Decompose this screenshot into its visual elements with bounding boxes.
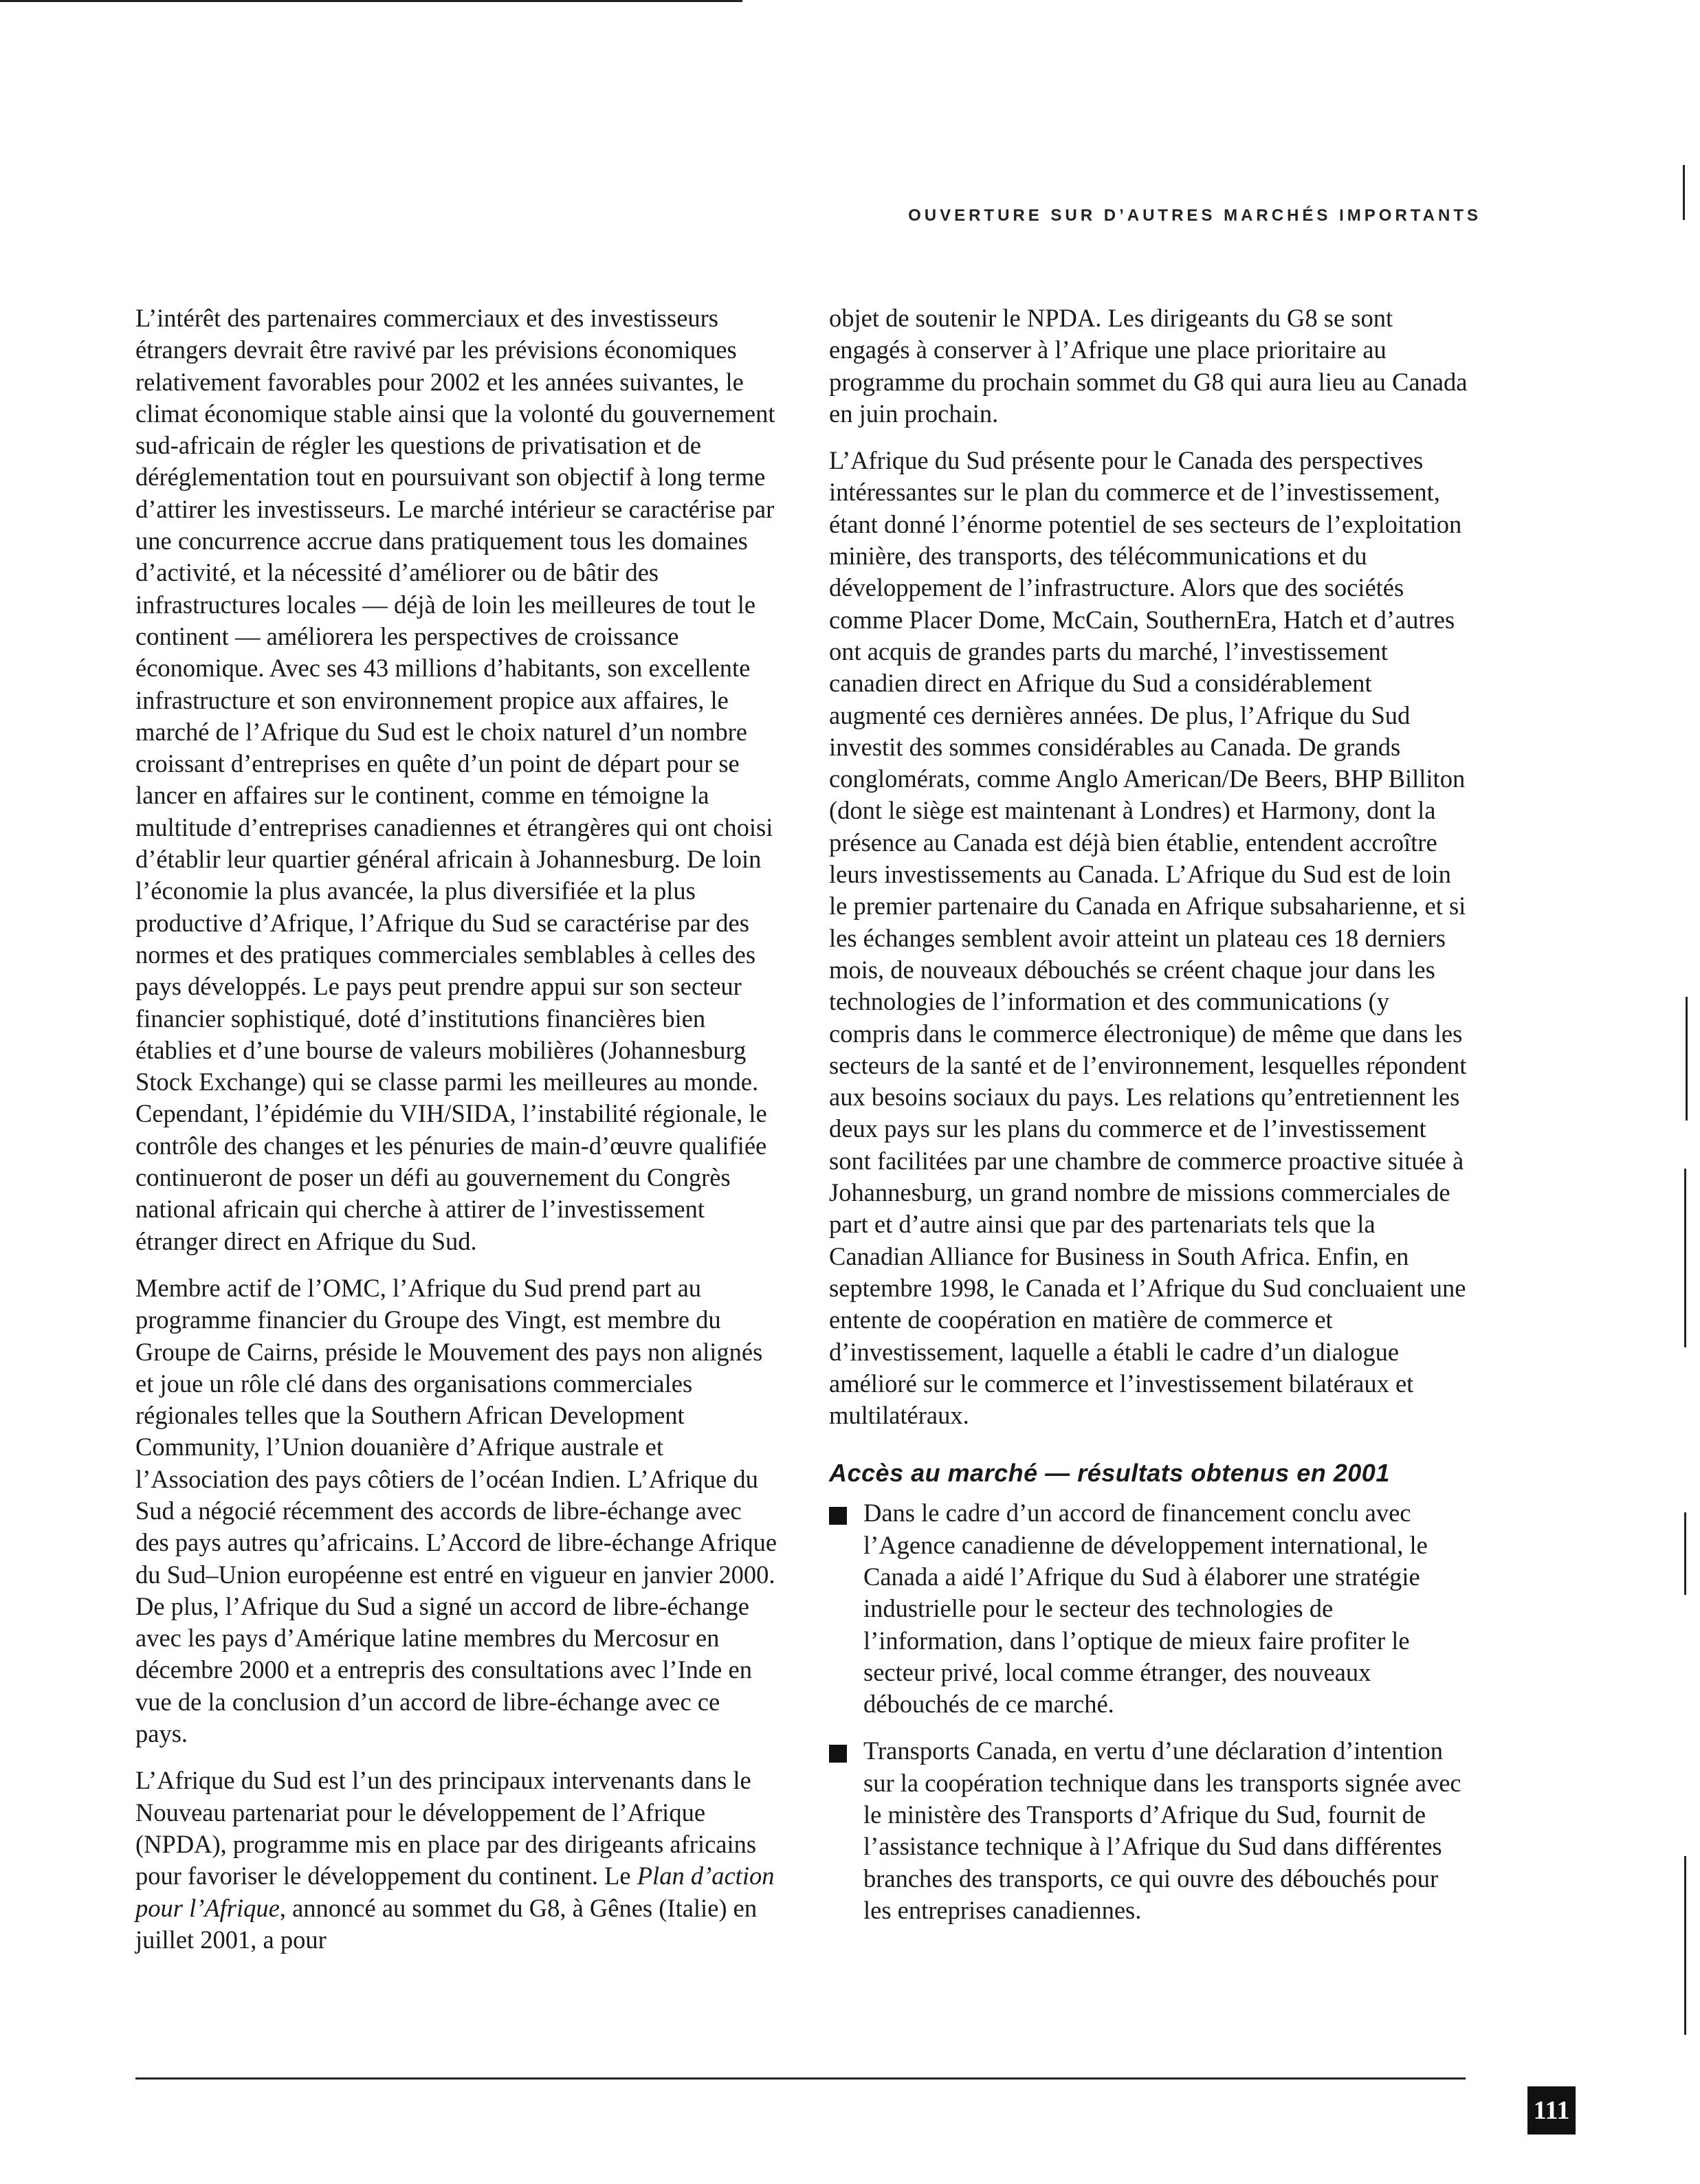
paragraph: L’intérêt des partenaires commerciaux et des investisseurs étrangers devrait être ravivé par les prévisions économiques relativement favorables pour 2002 et les années suivantes, le climat économique stable ainsi que la volonté du gouvernement sud-africain de régler les questions de privatisation et de déréglementation tout en poursuivant son objectif à long terme d’attirer les investisseurs. Le marché intérieur se caractérise par une concurrence accrue dans pratiquement tous les domaines d’activité, et la nécessité d’améliorer ou de bâtir des infrastructures locales — déjà de loin les meilleures de tout le continent — améliorera les perspectives de croissance économique. Avec ses 43 millions d’habitants, son excellente infrastructure et son environnement propice aux affaires, le marché de l’Afrique du Sud est le choix naturel d’un nombre croissant d’entreprises en quête d’un point de départ pour se lancer en affaires sur le continent, comme en témoigne la multitude d’entreprises canadiennes et étrangères qui ont choisi d’établir leur quartier général africain à Johannesburg. De loin l’économie la plus avancée, la plus diversifiée et la plus productive d’Afrique, l’Afrique du Sud se caractérise par des normes et des pratiques commerciales semblables à celles des pays développés. Le pays peut prendre appui sur son secteur financier sophistiqué, doté d’institutions financières bien établies et d’une bourse de valeurs mobilières (Johannesburg Stock Exchange) qui se classe parmi les meilleures au monde. Cependant, l’épidémie du VIH/SIDA, l’instabilité régionale, le contrôle des changes et les pénuries de main-d’œuvre qualifiée continueront de poser un défi au gouvernement du Congrès national africain qui cherche à attirer de l’investissement étranger direct en Afrique du Sud. (135, 304, 775, 1255)
paragraph-text: , annoncé au sommet du G8, à Gênes (Italie) en juillet 2001, a pour (135, 1893, 758, 1954)
top-rule (0, 0, 742, 2)
document-title-italic: Plan d’action pour l’Afrique (135, 1862, 775, 1922)
paragraph (135, 1765, 778, 1956)
running-header: OUVERTURE SUR D’AUTRES MARCHÉS IMPORTANTS (908, 206, 1481, 225)
square-bullet-icon (829, 1507, 847, 1525)
paragraph: L’Afrique du Sud présente pour le Canada des perspectives intéressantes sur le plan du commerce et de l’investissement, étant donné l’énorme potentiel de ses secteurs de l’exploitation minière, des transports, des télécommunications et du développement de l’infrastructure. Alors que des sociétés comme Placer Dome, McCain, SouthernEra, Hatch et d’autres ont acquis de grandes parts du marché, l’investissement canadien direct en Afrique du Sud a considérablement augmenté ces dernières années. De plus, l’Afrique du Sud investit des sommes considérables au Canada. De grands conglomérats, comme Anglo American/De Beers, BHP Billiton (dont le siège est maintenant à Londres) et Harmony, dont la présence au Canada est déjà bien établie, entendent accroître leurs investissements au Canada. L’Afrique du Sud est de loin le premier partenaire du Canada en Afrique subsaharienne, et si les échanges semblent avoir atteint un plateau ces 18 derniers mois, de nouveaux débouchés se créent chaque jour dans les technologies de l’information et des communications (y compris dans le commerce électronique) de même que dans les secteurs de la santé et de l’environnement, lesquelles répondent aux besoins sociaux du pays. Les relations qu’entretiennent les deux pays sur les plans du commerce et de l’investissement sont facilitées par une chambre de commerce proactive située à Johannesburg, un grand nombre de missions commerciales de part et d’autre ainsi que par des partenariats tels que la Canadian Alliance for Business in South Africa. Enfin, en septembre 1998, le Canada et l’Afrique du Sud concluaient une entente de coopération en matière de commerce et d’investissement, laquelle a établi le cadre d’un dialogue amélioré sur le commerce et l’investissement bilatéraux et multilatéraux. (829, 446, 1467, 1430)
section-heading: Accès au marché — résultats obtenus en 2001 (829, 1459, 1390, 1488)
left-column (135, 302, 778, 1971)
margin-scan-mark (1683, 165, 1685, 220)
paragraph: objet de soutenir le NPDA. Les dirigeants du G8 se sont engagés à conserver à l’Afrique une place prioritaire au programme du prochain sommet du G8 qui aura lieu au Canada en juin prochain. (829, 304, 1468, 428)
paragraph-text: L’Afrique du Sud est l’un des principaux intervenants dans le Nouveau partenariat pour le développement de l’Afrique (NPDA), programme mis en place par des dirigeants africains pour favoriser le développement du continent. Le (135, 1766, 757, 1890)
margin-scan-mark (1684, 1512, 1686, 1595)
bullet-text: Dans le cadre d’un accord de financement conclu avec l’Agence canadienne de développement international, le Canada a aidé l’Afrique du Sud à élaborer une stratégie industrielle pour le secteur des technologies de l’information, dans l’optique de mieux faire profiter le secteur privé, local comme étranger, des nouveaux débouchés de ce marché. (863, 1499, 1428, 1719)
square-bullet-icon (829, 1745, 847, 1763)
bullet-item (829, 1497, 1472, 1720)
bottom-rule (135, 2077, 1466, 2080)
paragraph: Membre actif de l’OMC, l’Afrique du Sud prend part au programme financier du Groupe des Vingt, est membre du Groupe de Cairns, préside le Mouvement des pays non alignés et joue un rôle clé dans des organisations commerciales régionales telles que la Southern African Development Community, l’Union douanière d’Afrique australe et l’Association des pays côtiers de l’océan Indien. L’Afrique du Sud a négocié récemment des accords de libre-échange avec des pays autres qu’africains. L’Accord de libre-échange Afrique du Sud–Union européenne est entré en vigueur en janvier 2000. De plus, l’Afrique du Sud a signé un accord de libre-échange avec les pays d’Amérique latine membres du Mercosur en décembre 2000 et a entrepris des consultations avec l’Inde en vue de la conclusion d’un accord de libre-échange avec ce pays. (135, 1273, 777, 1748)
margin-scan-mark (1686, 997, 1688, 1121)
bullet-item (829, 1735, 1472, 1926)
margin-scan-mark (1684, 1856, 1686, 2035)
right-column (829, 302, 1472, 1941)
margin-scan-mark (1684, 1169, 1686, 1347)
bullet-text: Transports Canada, en vertu d’une déclaration d’intention sur la coopération technique dans les transports signée avec le ministère des Transports d’Afrique du Sud, fournit de l’assistance technique à l’Afrique du Sud dans différentes branches des transports, ce qui ouvre des débouchés pour les entreprises canadiennes. (863, 1736, 1461, 1924)
page-number: 111 (1527, 2086, 1576, 2135)
